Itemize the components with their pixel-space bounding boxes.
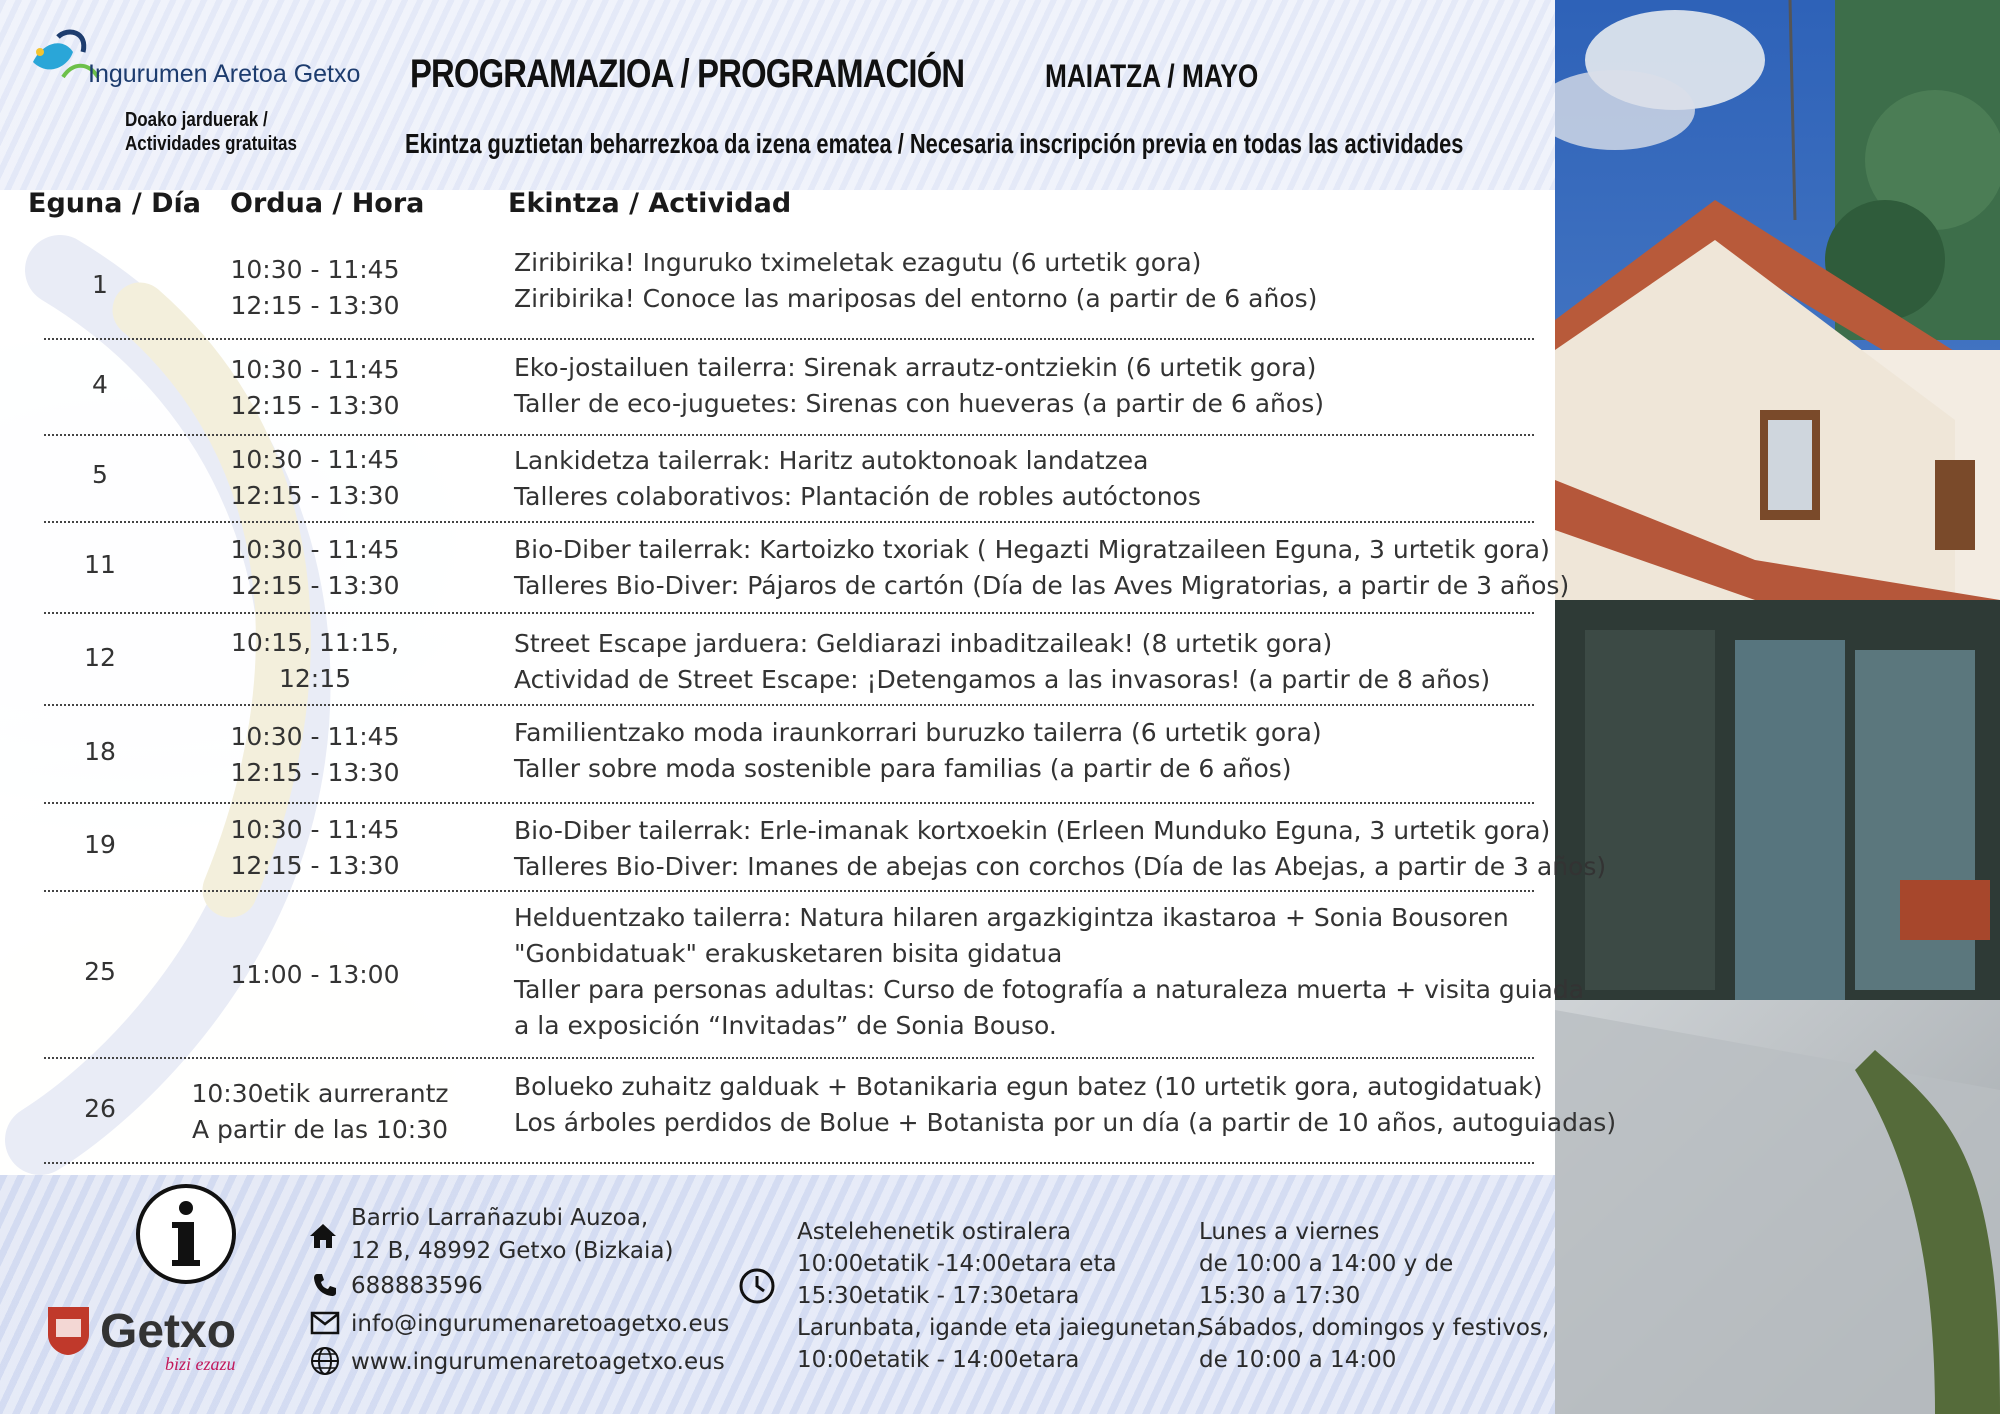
time-line: 10:30 - 11:45 <box>230 535 400 564</box>
row-separator <box>44 890 1534 892</box>
row-separator <box>44 338 1534 340</box>
row-day: 1 <box>92 269 108 299</box>
column-header-day: Eguna / Día <box>28 188 201 219</box>
time-line: 10:30 - 11:45 <box>230 445 400 474</box>
time-line: 10:30 - 11:45 <box>230 254 400 284</box>
row-day: 12 <box>84 643 116 672</box>
row-day: 5 <box>92 460 108 489</box>
home-icon <box>308 1222 338 1250</box>
row-day: 4 <box>92 370 108 399</box>
hours-line: de 10:00 a 14:00 <box>1199 1347 1397 1373</box>
row-time <box>205 532 425 604</box>
email-link[interactable]: info@ingurumenaretoagetxo.eus <box>351 1311 730 1337</box>
page-title: PROGRAMAZIOA / PROGRAMACIÓN <box>410 52 965 96</box>
time-line: 12:15 - 13:30 <box>230 757 400 787</box>
row-time <box>205 957 425 993</box>
row-activity <box>514 1069 1616 1141</box>
activity-line: Lankidetza tailerrak: Haritz autoktonoak landatzea <box>514 446 1149 475</box>
time-line: 10:30 - 11:45 <box>230 721 400 751</box>
column-header-activity: Ekintza / Actividad <box>508 188 792 219</box>
hours-line: Lunes a viernes <box>1199 1219 1380 1245</box>
row-time <box>205 812 425 884</box>
activity-line: Bio-Diber tailerrak: Kartoizko txoriak ( Hegazti Migratzaileen Eguna, 3 urtetik gora) <box>514 535 1550 564</box>
address-line-2: 12 B, 48992 Getxo (Bizkaia) <box>351 1238 674 1264</box>
activity-line: Taller de eco-juguetes: Sirenas con hueveras (a partir de 6 años) <box>514 389 1324 418</box>
free-label-es: Actividades gratuitas <box>125 133 297 155</box>
website-link[interactable]: www.ingurumenaretoagetxo.eus <box>351 1349 725 1375</box>
row-activity <box>514 532 1569 604</box>
row-separator <box>44 434 1534 436</box>
row-time <box>205 719 425 791</box>
activity-line: Ziribirika! Conoce las mariposas del entorno (a partir de 6 años) <box>514 284 1318 313</box>
activity-line: Bio-Diber tailerrak: Erle-imanak kortxoekin (Erleen Munduko Eguna, 3 urtetik gora) <box>514 816 1551 845</box>
time-line: 11:00 - 13:00 <box>230 959 400 989</box>
activity-line: Talleres Bio-Diver: Imanes de abejas con corchos (Día de las Abejas, a partir de 3 años) <box>514 852 1607 881</box>
activity-line: Street Escape jarduera: Geldiarazi inbaditzaileak! (8 urtetik gora) <box>514 629 1333 658</box>
time-line: 12:15 - 13:30 <box>230 391 400 420</box>
time-line: 10:30etik aurrerantz <box>191 1078 449 1108</box>
activity-line: Helduentzako tailerra: Natura hilaren argazkigintza ikastaroa + Sonia Bousoren <box>514 903 1509 932</box>
phone-number[interactable]: 688883596 <box>351 1273 483 1299</box>
activity-line: Taller sobre moda sostenible para familias (a partir de 6 años) <box>514 754 1292 783</box>
row-separator <box>44 1162 1534 1164</box>
row-separator <box>44 704 1534 706</box>
activity-line: Talleres Bio-Diver: Pájaros de cartón (Día de las Aves Migratorias, a partir de 3 años) <box>514 571 1570 600</box>
time-line: 10:15, 11:15, <box>231 628 399 657</box>
time-line: 12:15 - 13:30 <box>230 571 400 600</box>
activity-line: Actividad de Street Escape: ¡Detengamos a las invasoras! (a partir de 8 años) <box>514 665 1491 694</box>
activity-line: Taller para personas adultas: Curso de fotografía a naturaleza muerta + visita guiada <box>514 975 1585 1004</box>
row-activity <box>514 813 1606 885</box>
row-day: 18 <box>84 736 116 766</box>
row-day: 19 <box>84 829 116 859</box>
time-line: A partir de las 10:30 <box>192 1114 448 1144</box>
brand-name: Ingurumen Aretoa Getxo <box>88 60 361 88</box>
time-line: 12:15 - 13:30 <box>230 290 400 320</box>
address-line-1: Barrio Larrañazubi Auzoa, <box>351 1205 649 1231</box>
row-activity <box>514 715 1322 787</box>
activity-line: a la exposición “Invitadas” de Sonia Bouso. <box>514 1011 1057 1040</box>
hours-line: Larunbata, igande eta jaiegunetan, <box>797 1315 1204 1341</box>
hours-line: 15:30 a 17:30 <box>1199 1283 1361 1309</box>
row-separator <box>44 612 1534 614</box>
inscription-notice: Ekintza guztietan beharrezkoa da izena ematea / Necesaria inscripción previa en todas las actividades <box>405 128 1464 159</box>
row-day: 11 <box>84 550 116 579</box>
row-activity <box>514 350 1324 422</box>
row-separator <box>44 802 1534 804</box>
activity-line: Bolueko zuhaitz galduak + Botanikaria egun batez (10 urtetik gora, autogidatuak) <box>514 1072 1543 1101</box>
row-activity <box>514 900 1584 1044</box>
time-line: 10:30 - 11:45 <box>230 355 400 384</box>
hours-line: 15:30etatik - 17:30etara <box>797 1283 1080 1309</box>
row-time <box>205 252 425 324</box>
row-separator <box>44 521 1534 523</box>
free-activities-label <box>125 108 297 156</box>
time-line: 12:15 - 13:30 <box>230 481 400 510</box>
info-icon <box>134 1182 238 1286</box>
hours-line: Astelehenetik ostiralera <box>797 1219 1072 1245</box>
activity-line: Talleres colaborativos: Plantación de robles autóctonos <box>514 482 1201 511</box>
column-header-time: Ordua / Hora <box>230 188 425 219</box>
activity-line: Los árboles perdidos de Bolue + Botanista por un día (a partir de 10 años, autoguiadas) <box>514 1108 1617 1137</box>
clock-icon <box>738 1267 776 1305</box>
row-activity <box>514 443 1201 515</box>
building-photo <box>1555 0 2000 1414</box>
activity-line: Familientzako moda iraunkorrari buruzko tailerra (6 urtetik gora) <box>514 718 1322 747</box>
hours-line: de 10:00 a 14:00 y de <box>1199 1251 1454 1277</box>
phone-icon <box>312 1272 338 1298</box>
hours-line: 10:00etatik -14:00etara eta <box>797 1251 1117 1277</box>
row-time <box>205 625 425 697</box>
activity-line: "Gonbidatuak" erakusketaren bisita gidatua <box>514 939 1063 968</box>
getxo-logo: Getxo <box>100 1305 237 1358</box>
row-time <box>205 442 425 514</box>
row-activity <box>514 626 1490 698</box>
getxo-shield-icon <box>46 1305 91 1357</box>
hours-line: Sábados, domingos y festivos, <box>1199 1315 1550 1341</box>
month-label: MAIATZA / MAYO <box>1045 58 1259 94</box>
mail-icon <box>310 1311 340 1335</box>
row-separator <box>44 1057 1534 1059</box>
free-label-eu: Doako jarduerak / <box>125 109 268 131</box>
row-day: 25 <box>84 956 116 986</box>
time-line: 10:30 - 11:45 <box>230 814 400 844</box>
row-day: 26 <box>84 1093 116 1123</box>
activity-line: Ziribirika! Inguruko tximeletak ezagutu (6 urtetik gora) <box>514 248 1202 277</box>
time-line: 12:15 <box>278 664 352 693</box>
activity-line: Eko-jostailuen tailerra: Sirenak arrautz-ontziekin (6 urtetik gora) <box>514 353 1317 382</box>
globe-icon <box>310 1346 340 1376</box>
getxo-slogan: bizi ezazu <box>165 1354 236 1374</box>
hours-line: 10:00etatik - 14:00etara <box>797 1347 1080 1373</box>
row-time <box>185 1076 455 1148</box>
row-time <box>205 352 425 424</box>
row-activity <box>514 245 1317 317</box>
time-line: 12:15 - 13:30 <box>230 850 400 880</box>
